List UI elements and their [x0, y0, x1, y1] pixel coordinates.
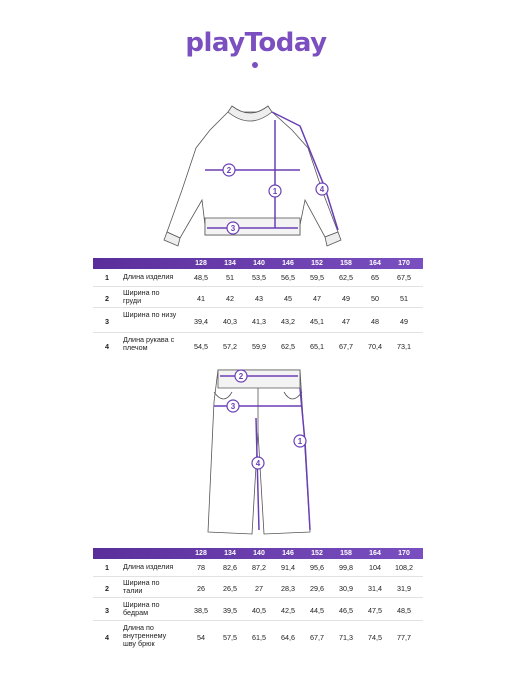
row-num: 2 — [105, 584, 109, 593]
value: 47 — [342, 317, 350, 326]
value: 41,3 — [252, 317, 266, 326]
row-num: 4 — [105, 342, 109, 351]
logo-dot — [252, 62, 258, 68]
size-col: 158 — [340, 550, 352, 557]
size-header — [93, 258, 423, 269]
row-num: 2 — [105, 294, 109, 303]
row-label: Длина по внутреннему шву брюк — [123, 623, 167, 649]
value: 42,5 — [281, 606, 295, 615]
marker-3: 3 — [230, 224, 236, 233]
value: 57,2 — [223, 342, 237, 351]
value: 59,9 — [252, 342, 266, 351]
value: 30,9 — [339, 584, 353, 593]
value: 64,6 — [281, 633, 295, 642]
row-num: 1 — [105, 273, 109, 282]
size-col: 134 — [224, 260, 236, 267]
marker-4: 4 — [255, 459, 261, 468]
value: 70,4 — [368, 342, 382, 351]
value: 26,5 — [223, 584, 237, 593]
value: 82,6 — [223, 563, 237, 572]
value: 51 — [400, 294, 408, 303]
value: 104 — [369, 563, 381, 572]
value: 51 — [226, 273, 234, 282]
size-col: 170 — [398, 550, 410, 557]
table-row — [93, 333, 423, 357]
table-row — [93, 559, 423, 577]
value: 73,1 — [397, 342, 411, 351]
value: 45 — [284, 294, 292, 303]
value: 48,5 — [194, 273, 208, 282]
row-label: Длина изделия — [123, 272, 174, 281]
table-row — [93, 621, 423, 653]
row-label: Длина изделия — [123, 562, 174, 571]
value: 71,3 — [339, 633, 353, 642]
value: 42 — [226, 294, 234, 303]
row-num: 3 — [105, 317, 109, 326]
value: 49 — [342, 294, 350, 303]
value: 39,4 — [194, 317, 208, 326]
value: 57,5 — [223, 633, 237, 642]
value: 77,7 — [397, 633, 411, 642]
row-label: Длина рукава с плечом — [123, 335, 175, 353]
pants-size-table — [93, 548, 423, 653]
value: 28,3 — [281, 584, 295, 593]
value: 49 — [400, 317, 408, 326]
value: 95,6 — [310, 563, 324, 572]
size-col: 140 — [253, 550, 265, 557]
marker-2: 2 — [238, 372, 244, 381]
row-num: 3 — [105, 606, 109, 615]
value: 67,7 — [339, 342, 353, 351]
sweater-illustration — [0, 100, 512, 250]
value: 54,5 — [194, 342, 208, 351]
sweater-size-table — [93, 258, 423, 357]
value: 65 — [371, 273, 379, 282]
size-col: 128 — [195, 550, 207, 557]
value: 39,5 — [223, 606, 237, 615]
marker-4: 4 — [319, 185, 325, 194]
value: 38,5 — [194, 606, 208, 615]
value: 40,3 — [223, 317, 237, 326]
row-label: Ширина по груди — [123, 288, 160, 306]
size-col: 128 — [195, 260, 207, 267]
value: 67,7 — [310, 633, 324, 642]
value: 47,5 — [368, 606, 382, 615]
size-col: 158 — [340, 260, 352, 267]
size-header — [93, 548, 423, 559]
value: 87,2 — [252, 563, 266, 572]
value: 48,5 — [397, 606, 411, 615]
value: 56,5 — [281, 273, 295, 282]
size-col: 164 — [369, 550, 381, 557]
table-row — [93, 598, 423, 621]
size-col: 164 — [369, 260, 381, 267]
value: 40,5 — [252, 606, 266, 615]
value: 48 — [371, 317, 379, 326]
value: 46,5 — [339, 606, 353, 615]
value: 99,8 — [339, 563, 353, 572]
size-col: 134 — [224, 550, 236, 557]
row-label: Ширина по бедрам — [123, 600, 160, 618]
size-col: 152 — [311, 260, 323, 267]
value: 47 — [313, 294, 321, 303]
value: 43 — [255, 294, 263, 303]
value: 26 — [197, 584, 205, 593]
value: 54 — [197, 633, 205, 642]
logo-text: playToday — [185, 28, 327, 58]
row-num: 1 — [105, 563, 109, 572]
value: 43,2 — [281, 317, 295, 326]
value: 31,9 — [397, 584, 411, 593]
value: 59,5 — [310, 273, 324, 282]
row-label: Ширина по низу — [123, 310, 177, 319]
value: 29,6 — [310, 584, 324, 593]
value: 44,5 — [310, 606, 324, 615]
value: 31,4 — [368, 584, 382, 593]
size-col: 146 — [282, 550, 294, 557]
table-row — [93, 308, 423, 333]
value: 91,4 — [281, 563, 295, 572]
marker-1: 1 — [297, 437, 303, 446]
value: 41 — [197, 294, 205, 303]
size-col: 140 — [253, 260, 265, 267]
value: 65,1 — [310, 342, 324, 351]
value: 45,1 — [310, 317, 324, 326]
value: 27 — [255, 584, 263, 593]
size-col: 152 — [311, 550, 323, 557]
size-col: 146 — [282, 260, 294, 267]
value: 53,5 — [252, 273, 266, 282]
row-label: Ширина по талии — [123, 578, 160, 596]
value: 74,5 — [368, 633, 382, 642]
table-row — [93, 577, 423, 598]
value: 50 — [371, 294, 379, 303]
value: 61,5 — [252, 633, 266, 642]
value: 108,2 — [395, 563, 413, 572]
value: 78 — [197, 563, 205, 572]
size-col: 170 — [398, 260, 410, 267]
brand-logo — [0, 28, 512, 58]
marker-1: 1 — [272, 187, 278, 196]
row-num: 4 — [105, 633, 109, 642]
value: 62,5 — [339, 273, 353, 282]
marker-3: 3 — [230, 402, 236, 411]
table-row — [93, 287, 423, 308]
value: 67,5 — [397, 273, 411, 282]
table-row — [93, 269, 423, 287]
marker-2: 2 — [226, 166, 232, 175]
value: 62,5 — [281, 342, 295, 351]
pants-illustration — [0, 362, 512, 540]
